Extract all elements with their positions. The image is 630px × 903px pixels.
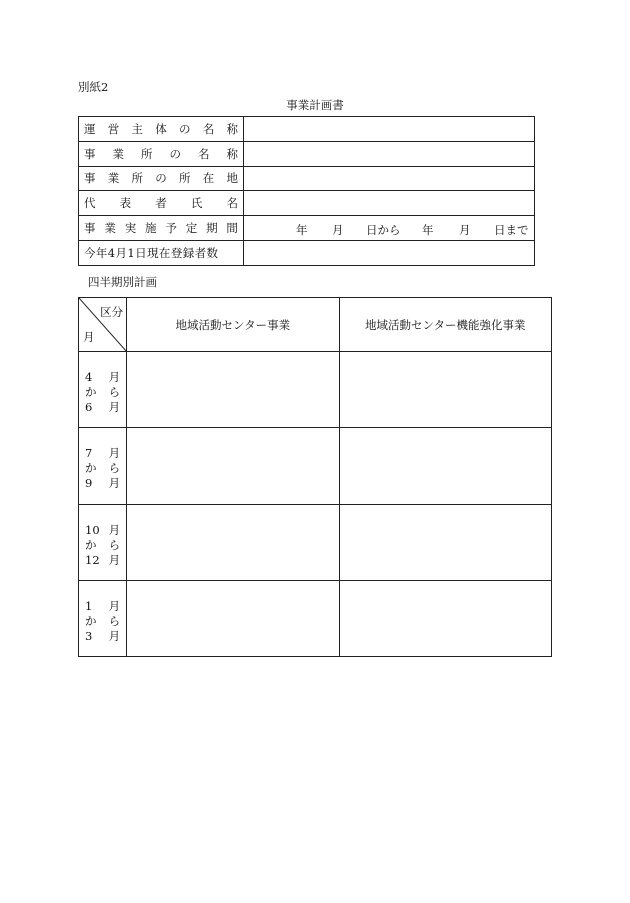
- quarter-row: [79, 504, 552, 580]
- info-value-cell[interactable]: [244, 240, 535, 265]
- info-table: [78, 116, 535, 266]
- info-value: [244, 196, 250, 210]
- month-start: [85, 523, 120, 538]
- label-char: 予: [165, 221, 177, 236]
- month-start-right: 月: [108, 522, 121, 537]
- quarter-month-cell: [79, 428, 127, 504]
- info-row: [79, 240, 535, 265]
- month-end-left: 9: [85, 476, 93, 491]
- month-start-right: 月: [108, 370, 121, 384]
- label-char: 氏: [190, 196, 203, 211]
- document-title: 事業計画書: [286, 98, 344, 112]
- month-range: [79, 428, 126, 491]
- period-part: 年: [422, 222, 434, 237]
- info-label-cell: [79, 191, 244, 216]
- label-char: の: [169, 146, 181, 161]
- month-through-right: ら: [108, 385, 121, 399]
- month-range: [79, 352, 126, 415]
- month-through: [85, 614, 120, 629]
- month-start-left: 1: [85, 598, 93, 613]
- info-row: [79, 216, 535, 241]
- quarter-row: [79, 352, 552, 428]
- month-through-right: ら: [108, 537, 121, 552]
- info-value: [244, 246, 250, 260]
- label-char: 事: [84, 221, 96, 236]
- info-label: 今年4月1日現在登録者数: [84, 245, 219, 260]
- label-char: 期: [206, 221, 218, 236]
- info-label: [84, 220, 238, 236]
- month-end-left: 6: [85, 400, 93, 414]
- annex-label: 別紙2: [78, 80, 109, 94]
- quarter-month-cell: [79, 580, 127, 656]
- month-through: [85, 385, 120, 400]
- corner-header-cell: [79, 298, 127, 352]
- info-label-cell: [79, 141, 244, 166]
- month-through-left: か: [85, 613, 97, 628]
- period-part: 日まで: [494, 222, 529, 237]
- period-part: 日から: [366, 222, 401, 237]
- activity-center-plan-cell[interactable]: [127, 428, 339, 504]
- month-through-left: か: [85, 461, 97, 476]
- label-char: 者: [155, 196, 167, 211]
- month-through-left: か: [85, 537, 97, 552]
- info-label-cell: [79, 117, 244, 142]
- info-value-cell[interactable]: [244, 141, 535, 166]
- info-row: [79, 191, 535, 216]
- month-through-right: ら: [108, 461, 121, 476]
- month-end-right: 月: [108, 552, 121, 567]
- label-char: の: [179, 121, 191, 136]
- label-char: 施: [145, 221, 157, 236]
- month-through: [85, 461, 120, 476]
- label-char: 運: [84, 121, 96, 136]
- function-strengthening-plan-cell[interactable]: [339, 428, 551, 504]
- function-strengthening-plan-cell[interactable]: [339, 580, 551, 656]
- label-char: 営: [107, 121, 120, 136]
- period-part: 年: [296, 222, 308, 237]
- month-end-right: 月: [108, 400, 121, 414]
- label-char: 体: [155, 121, 167, 136]
- month-end: [85, 476, 120, 491]
- label-char: 表: [119, 196, 132, 211]
- info-value-cell[interactable]: [244, 117, 535, 142]
- info-value-cell[interactable]: [244, 216, 535, 241]
- month-start-left: 7: [85, 446, 93, 461]
- label-char: 名: [226, 196, 238, 211]
- month-end-right: 月: [108, 476, 121, 491]
- info-value-cell[interactable]: [244, 166, 535, 191]
- label-char: 業: [112, 146, 124, 161]
- label-char: 地: [226, 171, 238, 186]
- month-start: [85, 599, 120, 614]
- period-part: 月: [332, 222, 344, 237]
- label-char: 事: [84, 171, 96, 186]
- activity-center-plan-cell[interactable]: [127, 580, 339, 656]
- info-label-cell: [79, 166, 244, 191]
- quarter-section-label: 四半期別計画: [88, 275, 157, 289]
- label-char: 所: [179, 171, 191, 186]
- quarter-header-row: [79, 298, 552, 352]
- label-char: 主: [131, 121, 143, 136]
- label-char: の: [155, 171, 167, 186]
- quarter-month-cell: [79, 352, 127, 428]
- month-through: [85, 538, 120, 553]
- info-row: [79, 141, 535, 166]
- info-value: [244, 171, 250, 185]
- info-value: [244, 147, 250, 161]
- quarter-month-cell: [79, 504, 127, 580]
- activity-center-plan-cell[interactable]: [127, 352, 339, 428]
- label-char: 所: [131, 171, 143, 186]
- info-label: [84, 121, 238, 137]
- label-char: 名: [198, 146, 210, 161]
- month-end: [85, 400, 120, 415]
- function-strengthening-plan-cell[interactable]: [339, 504, 551, 580]
- column-header-function-strengthening: 地域活動センター機能強化事業: [339, 298, 551, 352]
- label-char: 事: [84, 146, 96, 161]
- info-label-cell: [79, 240, 244, 265]
- label-char: 称: [226, 146, 238, 161]
- month-start: [85, 446, 120, 461]
- month-start-right: 月: [108, 598, 121, 613]
- info-label: [84, 146, 238, 162]
- info-value: [244, 122, 250, 136]
- month-start: [85, 370, 120, 385]
- corner-label-month: 月: [83, 330, 95, 344]
- quarter-row: [79, 428, 552, 504]
- info-label: [84, 170, 238, 186]
- label-char: 実: [124, 221, 137, 236]
- month-end: [85, 629, 120, 644]
- month-start-left: 4: [85, 370, 93, 384]
- month-end-left: 12: [85, 552, 100, 567]
- label-char: 在: [202, 171, 215, 186]
- label-char: 間: [226, 221, 238, 236]
- month-through-right: ら: [108, 613, 121, 628]
- month-range: [79, 505, 126, 568]
- column-header-activity-center: 地域活動センター事業: [127, 298, 339, 352]
- implementation-period: [244, 222, 534, 237]
- info-row: [79, 117, 535, 142]
- month-through-left: か: [85, 385, 97, 399]
- label-char: 業: [104, 221, 116, 236]
- activity-center-plan-cell[interactable]: [127, 504, 339, 580]
- function-strengthening-plan-cell[interactable]: [339, 352, 551, 428]
- label-char: 名: [202, 121, 215, 136]
- month-start-left: 10: [85, 522, 100, 537]
- period-part: 月: [459, 222, 471, 237]
- month-end-left: 3: [85, 628, 93, 643]
- corner-label-category: 区分: [100, 305, 124, 319]
- month-range: [79, 581, 126, 644]
- month-end-right: 月: [108, 628, 121, 643]
- info-value-cell[interactable]: [244, 191, 535, 216]
- month-start-right: 月: [108, 446, 121, 461]
- info-row: [79, 166, 535, 191]
- quarter-plan-table: [78, 297, 552, 657]
- quarter-row: [79, 580, 552, 656]
- label-char: 所: [141, 146, 153, 161]
- info-label-cell: [79, 216, 244, 241]
- info-label: [84, 195, 238, 211]
- month-end: [85, 553, 120, 568]
- label-char: 業: [107, 171, 120, 186]
- label-char: 称: [226, 121, 238, 136]
- label-char: 代: [84, 196, 96, 211]
- label-char: 定: [185, 221, 198, 236]
